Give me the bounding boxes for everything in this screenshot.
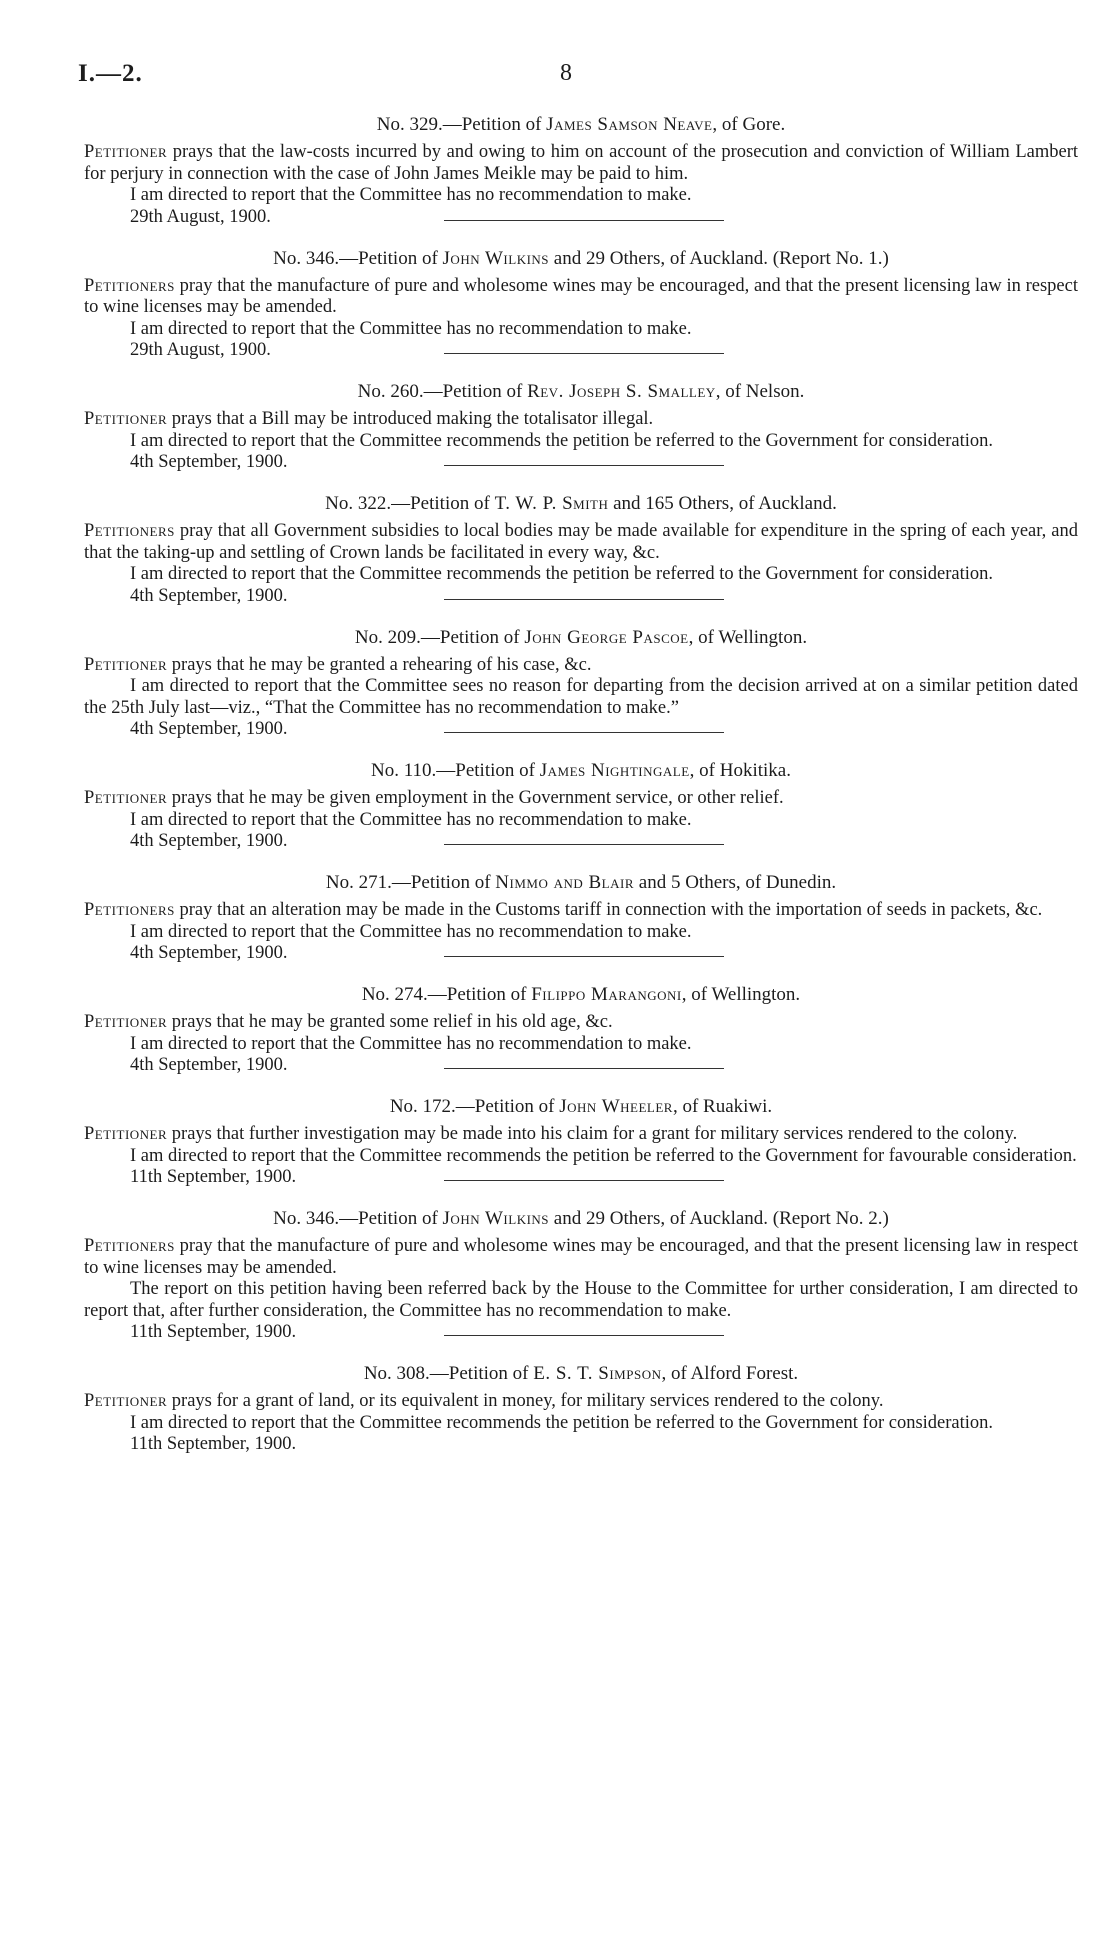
section-divider	[444, 353, 724, 354]
committee-report: I am directed to report that the Committee has no recommendation to make.	[130, 185, 692, 205]
petition-prayer: Petitioner prays that a Bill may be introduced making the totalisator illegal.	[84, 409, 654, 429]
petition-prayer: Petitioner prays that he may be granted some relief in his old age, &c.	[84, 1012, 613, 1032]
committee-report: I am directed to report that the Committee sees no reason for departing from the decision arrived at on a similar petition dated the 25th July last—viz., “That the Committee has no recommendation to make.”	[84, 676, 1078, 718]
report-date: 11th September, 1900.	[130, 1167, 297, 1187]
report-date: 4th September, 1900.	[130, 831, 288, 851]
section-divider	[444, 1068, 724, 1069]
document-reference: I.—2.	[78, 60, 143, 87]
petitioner-name: E. S. T. Simpson	[533, 1363, 662, 1384]
committee-report: I am directed to report that the Committee has no recommendation to make.	[130, 921, 692, 942]
petition-entry	[84, 871, 1078, 965]
report-date: 4th September, 1900.	[130, 452, 288, 472]
petition-prayer: Petitioners pray that the manufacture of pure and wholesome wines may be encouraged, and that the present licensing law in respect to wine licenses may be amended.	[84, 275, 1078, 317]
petition-entry	[84, 983, 1078, 1077]
petition-title: No. 308.—Petition of E. S. T. Simpson, of Alford Forest.	[363, 1363, 799, 1384]
committee-report: The report on this petition having been referred back by the House to the Committee for urther consideration, I am directed to report that, after further consideration, the Committee has no recommendation to make.	[84, 1279, 1078, 1321]
petition-title: No. 260.—Petition of Rev. Joseph S. Smalley, of Nelson.	[357, 381, 805, 402]
page-header	[78, 60, 1054, 96]
petition-title: No. 209.—Petition of John George Pascoe, of Wellington.	[354, 626, 808, 648]
section-divider	[444, 465, 724, 466]
petition-title: No. 322.—Petition of T. W. P. Smith and 165 Others, of Auckland.	[325, 493, 837, 514]
section-divider	[444, 732, 724, 733]
committee-report: I am directed to report that the Committee has no recommendation to make.	[130, 809, 692, 830]
petitioner-name: John Wheeler	[559, 1096, 673, 1117]
petition-entry	[84, 1362, 1078, 1456]
petition-prayer: Petitioner prays for a grant of land, or its equivalent in money, for military services rendered to the colony.	[84, 1391, 884, 1411]
report-date: 4th September, 1900.	[130, 943, 288, 963]
petitioner-name: John George Pascoe	[524, 626, 689, 648]
petition-entry	[84, 626, 1078, 742]
section-divider	[444, 1180, 724, 1181]
committee-report: I am directed to report that the Committee has no recommendation to make.	[130, 1033, 692, 1054]
petitioner-name: T. W. P. Smith	[494, 493, 609, 514]
petition-title: No. 110.—Petition of James Nightingale, of Hokitika.	[371, 760, 791, 781]
section-divider	[444, 599, 724, 600]
committee-report: I am directed to report that the Committee recommends the petition be referred to the Government for favourable consideration.	[130, 1145, 1077, 1166]
petition-prayer: Petitioner prays that he may be given employment in the Government service, or other relief.	[84, 788, 784, 808]
petitioner-name: John Wilkins	[442, 247, 550, 269]
page-number: 8	[560, 60, 572, 86]
committee-report: I am directed to report that the Committee recommends the petition be referred to the Government for consideration.	[130, 564, 994, 584]
report-date: 29th August, 1900.	[130, 206, 271, 227]
petition-title: No. 346.—Petition of John Wilkins and 29 Others, of Auckland. (Report No. 2.)	[273, 1208, 889, 1229]
petition-title: No. 346.—Petition of John Wilkins and 29 Others, of Auckland. (Report No. 1.)	[273, 247, 889, 269]
petitioner-name: Rev. Joseph S. Smalley	[527, 381, 716, 402]
petition-title: No. 271.—Petition of Nimmo and Blair and 5 Others, of Dunedin.	[325, 872, 837, 893]
petition-title: No. 172.—Petition of John Wheeler, of Ruakiwi.	[389, 1096, 773, 1117]
report-date: 4th September, 1900.	[130, 1055, 288, 1075]
committee-report: I am directed to report that the Committee has no recommendation to make.	[130, 318, 692, 339]
petition-entry	[84, 380, 1078, 474]
petition-entry	[84, 492, 1078, 608]
petitioner-name: Filippo Marangoni	[531, 984, 682, 1005]
report-date: 11th September, 1900.	[130, 1322, 297, 1342]
petition-entry	[84, 759, 1078, 853]
committee-report: I am directed to report that the Committee recommends the petition be referred to the Government for consideration.	[130, 430, 994, 451]
report-date: 11th September, 1900.	[130, 1434, 297, 1454]
section-divider	[444, 220, 724, 221]
committee-report: I am directed to report that the Committee recommends the petition be referred to the Government for consideration.	[130, 1412, 994, 1433]
petition-prayer: Petitioner prays that further investigation may be made into his claim for a grant for military services rendered to the colony.	[84, 1124, 1018, 1144]
petition-entry	[84, 1095, 1078, 1189]
petitioner-name: James Nightingale	[539, 760, 690, 781]
petition-prayer: Petitioners pray that an alteration may be made in the Customs tariff in connection with the importation of seeds in packets, &c.	[84, 900, 1043, 920]
petitions-list	[84, 113, 1078, 1456]
section-divider	[444, 956, 724, 957]
section-divider	[444, 844, 724, 845]
petition-entry	[84, 113, 1078, 229]
petitioner-name: James Samson Neave	[546, 114, 713, 135]
petitioner-name: John Wilkins	[442, 1208, 550, 1229]
petition-prayer: Petitioner prays that the law-costs incurred by and owing to him on account of the prosecution and conviction of William Lambert for perjury in connection with the case of John James Meikle may be paid to him.	[84, 142, 1078, 184]
report-date: 29th August, 1900.	[130, 340, 271, 360]
report-date: 4th September, 1900.	[130, 719, 288, 739]
petition-prayer: Petitioners pray that all Government subsidies to local bodies may be made available for expenditure in the spring of each year, and that the taking-up and settling of Crown lands be facilitated in every way, &c.	[84, 521, 1078, 563]
petition-title: No. 329.—Petition of James Samson Neave, of Gore.	[376, 114, 786, 135]
petition-entry	[84, 1207, 1078, 1344]
petition-prayer: Petitioner prays that he may be granted a rehearing of his case, &c.	[84, 654, 592, 675]
petition-entry	[84, 247, 1078, 363]
petitioner-name: Nimmo and Blair	[495, 872, 635, 893]
petition-prayer: Petitioners pray that the manufacture of pure and wholesome wines may be encouraged, and that the present licensing law in respect to wine licenses may be amended.	[84, 1236, 1078, 1278]
report-date: 4th September, 1900.	[130, 585, 288, 606]
section-divider	[444, 1335, 724, 1336]
petition-title: No. 274.—Petition of Filippo Marangoni, of Wellington.	[361, 984, 801, 1005]
